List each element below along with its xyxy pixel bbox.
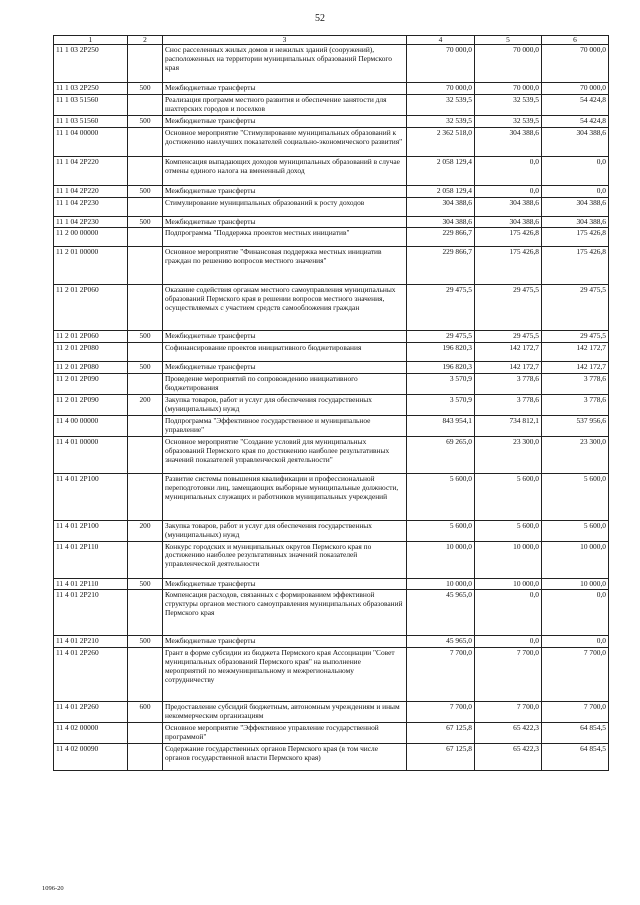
table-cell-name: Компенсация расходов, связанных с формированием эффективной структуры органов местного самоуправления муниципальных образований Пермского края: [163, 590, 407, 636]
table-cell-expense-type: 500: [128, 185, 163, 197]
table-cell-value-col5: 3 778,6: [475, 374, 542, 395]
table-row: [54, 94, 609, 115]
table-cell-value-col6: 7 700,0: [542, 702, 609, 723]
table-row: [54, 395, 609, 416]
table-cell-value-col6: 0,0: [542, 156, 609, 185]
table-cell-expense-type: [128, 94, 163, 115]
table-cell-value-col5: 23 300,0: [475, 436, 542, 473]
table-cell-value-col4: 45 965,0: [407, 636, 475, 648]
table-cell-value-col6: 5 600,0: [542, 473, 609, 520]
table-cell-value-col6: 70 000,0: [542, 83, 609, 95]
table-cell-value-col6: 70 000,0: [542, 45, 609, 83]
table-cell-expense-type: 200: [128, 520, 163, 541]
table-row: [54, 648, 609, 702]
table-cell-value-col4: 229 866,7: [407, 228, 475, 247]
table-cell-value-col4: 32 539,5: [407, 115, 475, 127]
column-header: 5: [475, 36, 542, 45]
table-row: [54, 156, 609, 185]
column-header: 6: [542, 36, 609, 45]
table-cell-code: 11 1 03 2P250: [54, 83, 128, 95]
table-cell-expense-type: [128, 156, 163, 185]
table-cell-code: 11 2 01 2P080: [54, 362, 128, 374]
table-cell-value-col6: 54 424,8: [542, 115, 609, 127]
table-row: [54, 541, 609, 578]
table-cell-code: 11 4 01 2P260: [54, 702, 128, 723]
table-cell-value-col4: 2 362 518,0: [407, 127, 475, 156]
table-cell-name: Закупка товаров, работ и услуг для обеспечения государственных (муниципальных) нужд: [163, 520, 407, 541]
table-cell-name: Подпрограмма "Эффективное государственное и муниципальное управление": [163, 415, 407, 436]
table-row: [54, 590, 609, 636]
table-cell-code: 11 4 01 2P260: [54, 648, 128, 702]
table-cell-name: Межбюджетные трансферты: [163, 216, 407, 228]
table-cell-value-col4: 69 265,0: [407, 436, 475, 473]
table-cell-expense-type: [128, 723, 163, 744]
table-row: [54, 247, 609, 285]
table-cell-value-col4: 3 570,9: [407, 395, 475, 416]
table-row: [54, 702, 609, 723]
table-cell-name: Снос расселенных жилых домов и нежилых зданий (сооружений), расположенных на территории муниципальных образований Пермского края: [163, 45, 407, 83]
table-cell-code: 11 4 01 2P110: [54, 578, 128, 590]
table-cell-value-col6: 0,0: [542, 185, 609, 197]
table-cell-code: 11 2 01 00000: [54, 247, 128, 285]
table-cell-value-col6: 175 426,8: [542, 228, 609, 247]
table-cell-value-col4: 304 388,6: [407, 197, 475, 216]
table-cell-code: 11 4 02 00000: [54, 723, 128, 744]
table-row: [54, 228, 609, 247]
table-row: [54, 743, 609, 770]
budget-table: [53, 35, 609, 771]
table-cell-name: Конкурс городских и муниципальных округов Пермского края по достижению наиболее результативных значений показателей управленческой деятельности: [163, 541, 407, 578]
table-cell-expense-type: [128, 648, 163, 702]
column-header: 2: [128, 36, 163, 45]
table-cell-value-col4: 2 058 129,4: [407, 156, 475, 185]
table-row: [54, 197, 609, 216]
table-row: [54, 45, 609, 83]
table-cell-value-col6: 5 600,0: [542, 520, 609, 541]
table-row: [54, 362, 609, 374]
table-cell-value-col6: 64 854,5: [542, 723, 609, 744]
table-cell-value-col4: 843 954,1: [407, 415, 475, 436]
table-cell-value-col5: 0,0: [475, 636, 542, 648]
column-header: 1: [54, 36, 128, 45]
table-cell-value-col4: 5 600,0: [407, 520, 475, 541]
table-cell-value-col4: 70 000,0: [407, 83, 475, 95]
table-row: [54, 415, 609, 436]
table-cell-value-col4: 196 820,3: [407, 362, 475, 374]
table-cell-code: 11 4 01 2P100: [54, 520, 128, 541]
table-cell-value-col6: 0,0: [542, 636, 609, 648]
table-cell-expense-type: 500: [128, 83, 163, 95]
table-cell-value-col5: 29 475,5: [475, 331, 542, 343]
table-cell-value-col6: 10 000,0: [542, 541, 609, 578]
table-cell-code: 11 1 03 2P250: [54, 45, 128, 83]
table-cell-code: 11 1 04 2P220: [54, 156, 128, 185]
table-cell-value-col4: 67 125,8: [407, 723, 475, 744]
table-cell-value-col4: 304 388,6: [407, 216, 475, 228]
table-cell-value-col6: 54 424,8: [542, 94, 609, 115]
table-cell-expense-type: 500: [128, 115, 163, 127]
table-cell-code: 11 1 04 2P230: [54, 216, 128, 228]
table-cell-code: 11 1 04 00000: [54, 127, 128, 156]
table-cell-name: Основное мероприятие "Стимулирование муниципальных образований к достижению наилучших показателей социально-экономического развития": [163, 127, 407, 156]
table-cell-value-col6: 23 300,0: [542, 436, 609, 473]
table-cell-name: Подпрограмма "Поддержка проектов местных инициатив": [163, 228, 407, 247]
table-cell-expense-type: 500: [128, 362, 163, 374]
table-cell-value-col5: 0,0: [475, 156, 542, 185]
table-row: [54, 578, 609, 590]
table-cell-value-col5: 175 426,8: [475, 228, 542, 247]
table-row: [54, 723, 609, 744]
table-cell-value-col5: 0,0: [475, 185, 542, 197]
table-row: [54, 127, 609, 156]
table-cell-value-col5: 734 812,1: [475, 415, 542, 436]
table-cell-value-col6: 29 475,5: [542, 285, 609, 331]
table-row: [54, 83, 609, 95]
table-row: [54, 331, 609, 343]
table-cell-expense-type: [128, 247, 163, 285]
table-cell-code: 11 4 01 2P100: [54, 473, 128, 520]
table-cell-value-col5: 304 388,6: [475, 197, 542, 216]
table-cell-value-col6: 10 000,0: [542, 578, 609, 590]
table-cell-name: Компенсация выпадающих доходов муниципальных образований в случае отмены единого налога на вмененный доход: [163, 156, 407, 185]
table-cell-code: 11 2 01 2P060: [54, 331, 128, 343]
table-cell-name: Основное мероприятие "Финансовая поддержка местных инициатив граждан по решению вопросов местного значения": [163, 247, 407, 285]
table-cell-value-col5: 7 700,0: [475, 648, 542, 702]
table-cell-value-col6: 3 778,6: [542, 374, 609, 395]
table-cell-expense-type: [128, 541, 163, 578]
table-cell-value-col4: 29 475,5: [407, 285, 475, 331]
table-cell-expense-type: 600: [128, 702, 163, 723]
table-cell-name: Оказание содействия органам местного самоуправления муниципальных образований Пермского края в решении вопросов местного значения, осуществляемых с участием средств самообложения граждан: [163, 285, 407, 331]
table-cell-value-col5: 0,0: [475, 590, 542, 636]
table-cell-expense-type: 500: [128, 636, 163, 648]
table-cell-name: Межбюджетные трансферты: [163, 362, 407, 374]
table-cell-name: Основное мероприятие "Создание условий для муниципальных образований Пермского края по достижению наиболее результативных значений показателей управленческой деятельности": [163, 436, 407, 473]
table-cell-code: 11 1 04 2P220: [54, 185, 128, 197]
table-cell-expense-type: [128, 343, 163, 362]
footer-code: 1096-20: [42, 885, 64, 892]
table-cell-code: 11 2 01 2P080: [54, 343, 128, 362]
table-cell-expense-type: [128, 415, 163, 436]
table-row: [54, 520, 609, 541]
table-cell-name: Грант в форме субсидии из бюджета Пермского края Ассоциации "Совет муниципальных образований Пермского края" на выполнение мероприятий по межмуниципальному и межрегиональному сотрудничеству: [163, 648, 407, 702]
table-cell-code: 11 4 01 2P210: [54, 590, 128, 636]
table-cell-value-col4: 10 000,0: [407, 541, 475, 578]
table-cell-name: Межбюджетные трансферты: [163, 115, 407, 127]
table-cell-code: 11 4 01 2P210: [54, 636, 128, 648]
table-cell-code: 11 4 01 2P110: [54, 541, 128, 578]
table-cell-expense-type: [128, 436, 163, 473]
table-cell-value-col6: 304 388,6: [542, 197, 609, 216]
table-cell-expense-type: [128, 473, 163, 520]
table-cell-code: 11 2 01 2P090: [54, 374, 128, 395]
table-cell-value-col5: 175 426,8: [475, 247, 542, 285]
table-cell-value-col4: 32 539,5: [407, 94, 475, 115]
table-cell-value-col6: 0,0: [542, 590, 609, 636]
table-cell-value-col4: 67 125,8: [407, 743, 475, 770]
table-cell-expense-type: [128, 285, 163, 331]
table-cell-expense-type: 500: [128, 578, 163, 590]
table-cell-value-col6: 304 388,6: [542, 127, 609, 156]
table-cell-value-col4: 5 600,0: [407, 473, 475, 520]
table-cell-value-col4: 45 965,0: [407, 590, 475, 636]
table-cell-value-col5: 70 000,0: [475, 45, 542, 83]
table-cell-code: 11 4 02 00090: [54, 743, 128, 770]
table-cell-code: 11 4 00 00000: [54, 415, 128, 436]
table-row: [54, 374, 609, 395]
table-cell-expense-type: [128, 374, 163, 395]
table-cell-value-col6: 175 426,8: [542, 247, 609, 285]
table-cell-expense-type: [128, 45, 163, 83]
table-cell-value-col6: 304 388,6: [542, 216, 609, 228]
table-cell-value-col5: 142 172,7: [475, 362, 542, 374]
table-cell-value-col6: 29 475,5: [542, 331, 609, 343]
table-cell-value-col6: 142 172,7: [542, 362, 609, 374]
table-cell-name: Софинансирование проектов инициативного бюджетирования: [163, 343, 407, 362]
table-cell-name: Межбюджетные трансферты: [163, 83, 407, 95]
table-cell-value-col6: 64 854,5: [542, 743, 609, 770]
table-cell-name: Межбюджетные трансферты: [163, 185, 407, 197]
table-row: [54, 216, 609, 228]
table-cell-value-col5: 70 000,0: [475, 83, 542, 95]
table-cell-code: 11 2 01 2P090: [54, 395, 128, 416]
table-cell-value-col5: 3 778,6: [475, 395, 542, 416]
table-row: [54, 185, 609, 197]
table-cell-name: Межбюджетные трансферты: [163, 636, 407, 648]
table-cell-value-col5: 10 000,0: [475, 541, 542, 578]
table-cell-expense-type: [128, 228, 163, 247]
table-row: [54, 436, 609, 473]
table-cell-expense-type: [128, 197, 163, 216]
table-cell-value-col5: 10 000,0: [475, 578, 542, 590]
table-cell-value-col4: 7 700,0: [407, 648, 475, 702]
table-cell-value-col5: 5 600,0: [475, 520, 542, 541]
table-cell-code: 11 1 03 51560: [54, 94, 128, 115]
table-cell-value-col6: 142 172,7: [542, 343, 609, 362]
table-cell-value-col5: 304 388,6: [475, 216, 542, 228]
table-cell-name: Содержание государственных органов Пермского края (в том числе органов государственной власти Пермского края): [163, 743, 407, 770]
table-cell-code: 11 4 01 00000: [54, 436, 128, 473]
table-cell-expense-type: [128, 743, 163, 770]
table-cell-name: Развитие системы повышения квалификации и профессиональной переподготовки лиц, замещающих выборные муниципальные должности, муниципальных служащих и работников муниципальных учреждений: [163, 473, 407, 520]
table-cell-name: Закупка товаров, работ и услуг для обеспечения государственных (муниципальных) нужд: [163, 395, 407, 416]
table-cell-expense-type: 200: [128, 395, 163, 416]
table-cell-value-col5: 65 422,3: [475, 723, 542, 744]
table-cell-value-col4: 10 000,0: [407, 578, 475, 590]
table-cell-value-col5: 7 700,0: [475, 702, 542, 723]
table-cell-code: 11 2 01 2P060: [54, 285, 128, 331]
table-cell-code: 11 1 03 51560: [54, 115, 128, 127]
table-cell-code: 11 2 00 00000: [54, 228, 128, 247]
table-cell-value-col6: 7 700,0: [542, 648, 609, 702]
table-cell-expense-type: [128, 127, 163, 156]
table-cell-name: Предоставление субсидий бюджетным, автономным учреждениям и иным некоммерческим организациям: [163, 702, 407, 723]
column-header: 3: [163, 36, 407, 45]
table-cell-expense-type: [128, 590, 163, 636]
table-row: [54, 473, 609, 520]
table-cell-value-col5: 142 172,7: [475, 343, 542, 362]
column-number-row: [54, 36, 609, 45]
table-cell-value-col5: 5 600,0: [475, 473, 542, 520]
page-number: 52: [315, 13, 325, 24]
table-cell-value-col5: 304 388,6: [475, 127, 542, 156]
table-cell-value-col4: 70 000,0: [407, 45, 475, 83]
table-cell-name: Стимулирование муниципальных образований к росту доходов: [163, 197, 407, 216]
table-cell-expense-type: 500: [128, 331, 163, 343]
table-cell-value-col6: 537 956,6: [542, 415, 609, 436]
table-cell-value-col4: 229 866,7: [407, 247, 475, 285]
table-row: [54, 115, 609, 127]
table-cell-value-col4: 2 058 129,4: [407, 185, 475, 197]
table-cell-value-col5: 65 422,3: [475, 743, 542, 770]
table-row: [54, 636, 609, 648]
table-cell-value-col5: 29 475,5: [475, 285, 542, 331]
table-cell-name: Межбюджетные трансферты: [163, 331, 407, 343]
table-cell-value-col4: 7 700,0: [407, 702, 475, 723]
table-cell-name: Реализация программ местного развития и обеспечение занятости для шахтерских городов и поселков: [163, 94, 407, 115]
table-cell-value-col4: 196 820,3: [407, 343, 475, 362]
table-cell-name: Межбюджетные трансферты: [163, 578, 407, 590]
table-cell-value-col6: 3 778,6: [542, 395, 609, 416]
column-header: 4: [407, 36, 475, 45]
table-body: [54, 45, 609, 771]
table-row: [54, 343, 609, 362]
table-cell-code: 11 1 04 2P230: [54, 197, 128, 216]
table-cell-value-col5: 32 539,5: [475, 115, 542, 127]
table-row: [54, 285, 609, 331]
table-cell-value-col4: 3 570,9: [407, 374, 475, 395]
table-cell-name: Проведение мероприятий по сопровождению инициативного бюджетирования: [163, 374, 407, 395]
table-cell-expense-type: 500: [128, 216, 163, 228]
table-cell-name: Основное мероприятие "Эффективное управление государственной программой": [163, 723, 407, 744]
table-cell-value-col5: 32 539,5: [475, 94, 542, 115]
table-cell-value-col4: 29 475,5: [407, 331, 475, 343]
